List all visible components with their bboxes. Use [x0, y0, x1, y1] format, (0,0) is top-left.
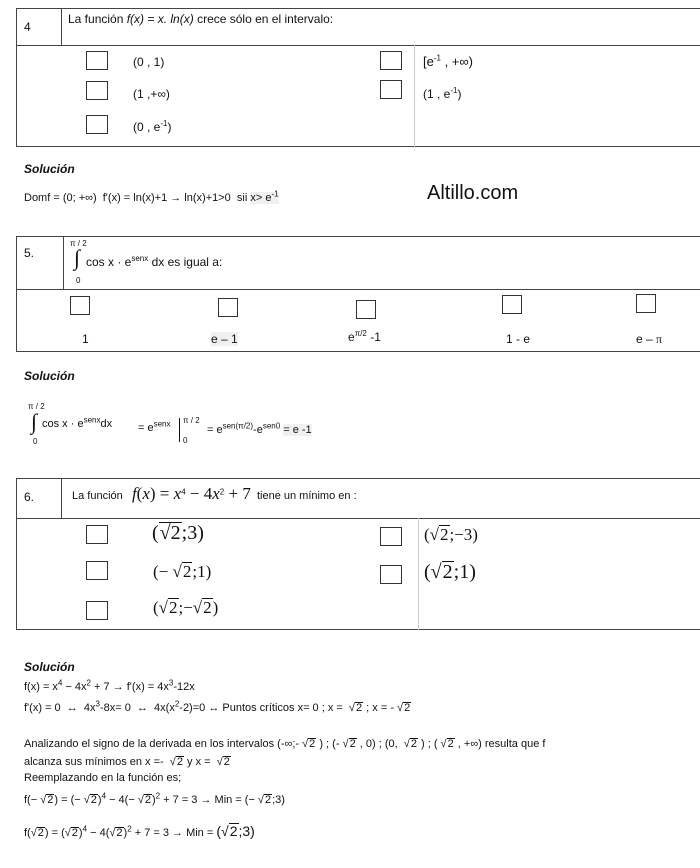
q5-option-5-checkbox[interactable] — [636, 294, 656, 313]
q6-option-b-checkbox[interactable] — [380, 527, 402, 546]
q6-solution-line6: f(− √2) = (− $√2)^4 - 4(- √2)^2 + 7 = 3$ → Min = (− √2;3) — [24, 791, 285, 806]
q4-table — [16, 8, 700, 147]
q5-integral-lower: 0 — [76, 276, 81, 285]
q5-eval-bar — [179, 418, 180, 442]
q5-solution-lower: 0 — [33, 437, 38, 446]
q6-option-d: (√2;1) — [424, 561, 476, 583]
q5-header-divider — [16, 289, 700, 290]
q4-question: La función f(x) = x. ln(x) crece sólo en el intervalo: — [68, 12, 334, 26]
q5-solution-result: = e -1 — [283, 424, 312, 436]
q6-option-a: (√2;3) — [152, 522, 204, 544]
q5-option-1-checkbox[interactable] — [70, 296, 90, 315]
q5-solution-steps: = $e^{sen(\pi/2)}-e^{sen0} = e$ -1 — [207, 421, 312, 436]
q4-option-c-checkbox[interactable] — [86, 81, 108, 100]
q4-option-e-checkbox[interactable] — [86, 115, 108, 134]
q6-option-a-checkbox[interactable] — [86, 525, 108, 544]
q6-question-pre: La función — [72, 490, 123, 502]
q5-solution-integral-sign: ∫ — [31, 409, 38, 434]
q6-question-post: tiene un mínimo en : — [256, 490, 357, 502]
q5-option-2-checkbox[interactable] — [218, 298, 238, 317]
q5-eval-upper: π / 2 — [183, 416, 200, 425]
q5-integral-upper: π / 2 — [70, 239, 87, 248]
q5-option-4-checkbox[interactable] — [502, 295, 522, 314]
q6-solution-line3: Analizando el signo de la derivada en los intervalos (-∞;- √2 ) ; (- √2 , 0) ; (0, √2 ) ; ( √2 , +∞) resulta que f — [24, 738, 546, 750]
q4-option-a: (0 , 1) — [133, 55, 165, 69]
q4-option-d: (1 , $e^{-1}$) — [423, 86, 462, 101]
q4-option-a-checkbox[interactable] — [86, 51, 108, 70]
q4-option-c: (1 ,+∞) — [133, 87, 170, 101]
q5-eval-lower: 0 — [183, 436, 188, 445]
q5-number: 5. — [24, 246, 35, 260]
q6-option-c: (− √2;1) — [153, 562, 212, 581]
q5-solution-upper: π / 2 — [28, 402, 45, 411]
q4-option-e: (0 , $e^{-1}$) — [133, 119, 172, 134]
q4-option-d-checkbox[interactable] — [380, 80, 402, 99]
q6-solution-line7: $f(√2) = (√2)^4 - 4(√2)^2 + 7 = 3$ → Min = (√2;3) — [24, 823, 255, 839]
watermark: Altillo.com — [427, 182, 519, 204]
q4-option-b: [$e^{-1}$ , +∞) — [423, 53, 473, 69]
q5-number-divider — [63, 236, 64, 289]
q6-option-c-checkbox[interactable] — [86, 561, 108, 580]
q5-option-4: 1 - e — [506, 332, 531, 346]
q4-header-divider — [16, 45, 700, 46]
q6-solution-title: Solución — [24, 660, 75, 674]
q4-option-b-checkbox[interactable] — [380, 51, 402, 70]
q4-solution-line: Domf = (0; +∞) f'(x) = ln(x)+1 → ln(x)+1>0 sii $x> e^{-1}$ — [24, 189, 279, 204]
q6-solution-line4: alcanza sus mínimos en x =- √2 y x = √2 — [24, 756, 230, 768]
q5-option-3: $e^{\pi/2}$ -1 — [348, 329, 381, 344]
q6-solution-line1: $f(x) = x^4 - 4x^2 + 7 \to f'(x) = 4x^3-12x$ — [24, 678, 195, 693]
q5-integral-sign: ∫ — [74, 245, 81, 270]
q4-col-divider — [414, 45, 415, 147]
q5-option-1: 1 — [82, 332, 89, 346]
q5-option-2: e – 1 — [211, 332, 238, 346]
q6-number-divider — [61, 478, 62, 518]
q5-option-3-checkbox[interactable] — [356, 300, 376, 319]
q5-question: $\cos x \cdot e^{senx}$ dx es igual a: — [86, 254, 223, 269]
q6-question: La función $f(x) = x^4 - 4x^2 + 7$ tiene un mínimo en : — [72, 484, 357, 503]
q6-solution-line2: f'(x) = 0 ↔ $4x^3-8x= 0$ ↔ $4x(x^2-2)=0$ ↔ Puntos críticos x= 0 ; x = √2 ; x = - √2 — [24, 699, 411, 714]
q6-col-divider — [418, 518, 419, 630]
q5-option-5: e – π — [636, 332, 663, 346]
q6-option-d-checkbox[interactable] — [380, 565, 402, 584]
q6-option-e-checkbox[interactable] — [86, 601, 108, 620]
q6-solution-line5: Reemplazando en la función es; — [24, 772, 182, 784]
q6-header-divider — [16, 518, 700, 519]
q6-option-b: (√2;−3) — [424, 525, 478, 544]
q4-number: 4 — [24, 20, 31, 34]
q4-solution-title: Solución — [24, 162, 75, 176]
q6-number: 6. — [24, 490, 35, 504]
q5-solution-title: Solución — [24, 369, 75, 383]
q5-solution-eval: = $e^{senx}$ — [138, 419, 171, 434]
q5-solution-integrand: $\cos x \cdot e^{senx}dx$ — [42, 415, 113, 430]
q6-option-e: (√2;−√2) — [153, 598, 219, 617]
q4-number-divider — [61, 8, 62, 45]
